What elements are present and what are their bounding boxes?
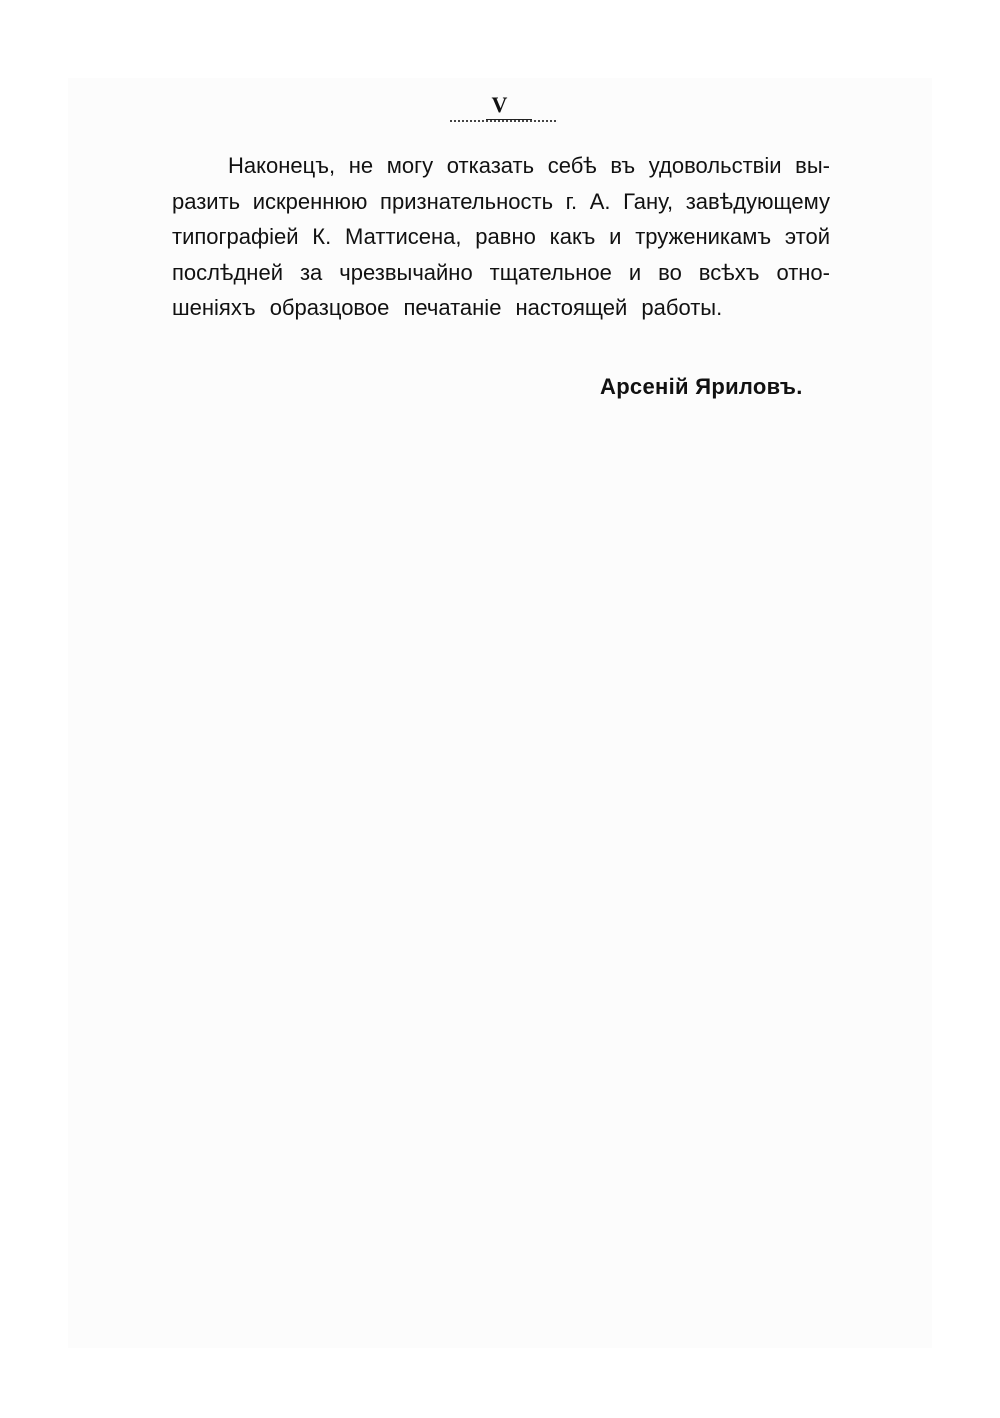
acknowledgement-paragraph: [172, 148, 830, 326]
paragraph-line: шеніяхъ образцовое печатаніе настоящей работы.: [172, 295, 723, 320]
page-number-rule: [450, 120, 556, 122]
paragraph-line: типографіей К. Маттисена, равно какъ и труженикамъ этой: [172, 224, 830, 249]
paragraph-line: Наконецъ, не могу отказать себѣ въ удовольствіи вы-: [228, 153, 830, 178]
page-number: V: [491, 92, 509, 117]
author-signature: Арсеній Яриловъ.: [600, 374, 803, 399]
paragraph-line: разить искреннюю признательность г. А. Гану, завѣдующему: [172, 188, 830, 214]
page-number-underline: [486, 119, 532, 120]
paragraph-line: послѣдней за чрезвычайно тщательное и во всѣхъ отно-: [172, 259, 830, 285]
